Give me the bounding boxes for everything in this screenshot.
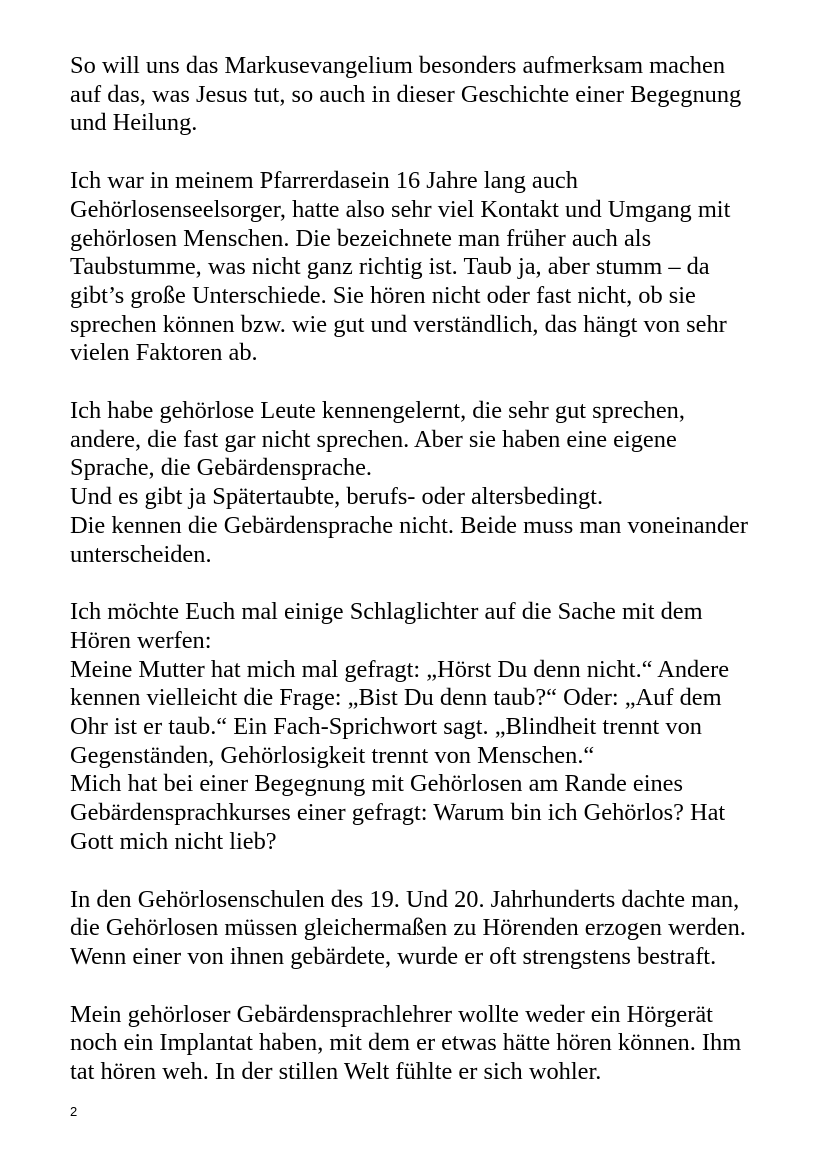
text-line: Gehörlosenseelsorger, hatte also sehr viel Kontakt und Umgang mit [70, 195, 731, 223]
text-line: Wenn einer von ihnen gebärdete, wurde er oft strengstens bestraft. [70, 942, 717, 970]
paragraph-4 [70, 598, 770, 856]
text-line: Und es gibt ja Spätertaubte, berufs- oder altersbedingt. [70, 483, 604, 511]
text-line: Meine Mutter hat mich mal gefragt: „Hörst Du denn nicht.“ Andere [70, 655, 730, 683]
text-line: So will uns das Markusevangelium besonders aufmerksam machen [70, 52, 726, 79]
text-line: In den Gehörlosenschulen des 19. Und 20. Jahrhunderts dachte man, [70, 885, 740, 913]
text-line: Die kennen die Gebärdensprache nicht. Beide muss man voneinander [70, 511, 748, 539]
text-line: die Gehörlosen müssen gleichermaßen zu Hörenden erzogen werden. [70, 914, 746, 942]
text-line: Ich war in meinem Pfarrerdasein 16 Jahre lang auch [70, 167, 578, 195]
text-line: auf das, was Jesus tut, so auch in dieser Geschichte einer Begegnung [70, 80, 742, 108]
text-line: Mich hat bei einer Begegnung mit Gehörlosen am Rande eines [70, 770, 683, 798]
text-line: Sprache, die Gebärdensprache. [70, 454, 373, 482]
text-line: Ich habe gehörlose Leute kennengelernt, die sehr gut sprechen, [70, 397, 685, 425]
text-line: Taubstumme, was nicht ganz richtig ist. Taub ja, aber stumm – da [70, 253, 710, 281]
text-line: und Heilung. [70, 109, 198, 137]
text-line: tat hören weh. In der stillen Welt fühlte er sich wohler. [70, 1058, 602, 1086]
paragraph-3 [70, 397, 770, 569]
page-number: 2 [70, 1104, 78, 1119]
text-line: Ohr ist er taub.“ Ein Fach-Sprichwort sagt. „Blindheit trennt von [70, 713, 702, 741]
text-line: vielen Faktoren ab. [70, 339, 258, 367]
text-line: Mein gehörloser Gebärdensprachlehrer wollte weder ein Hörgerät [70, 1000, 713, 1028]
paragraph-6 [70, 1001, 770, 1087]
text-line: kennen vielleicht die Frage: „Bist Du denn taub?“ Oder: „Auf dem [70, 684, 722, 712]
text-line: sprechen können bzw. wie gut und verständlich, das hängt von sehr [70, 310, 727, 338]
text-line: noch ein Implantat haben, mit dem er etwas hätte hören können. Ihm [70, 1029, 742, 1057]
text-line: Ich möchte Euch mal einige Schlaglichter auf die Sache mit dem [70, 598, 703, 626]
paragraph-5 [70, 886, 770, 972]
paragraph-2 [70, 167, 770, 368]
page-body [70, 52, 770, 1116]
text-line: Gebärdensprachkurses einer gefragt: Warum bin ich Gehörlos? Hat [70, 799, 726, 827]
text-line: Gott mich nicht lieb? [70, 827, 277, 855]
text-line: gibt’s große Unterschiede. Sie hören nicht oder fast nicht, ob sie [70, 281, 696, 309]
text-line: unterscheiden. [70, 540, 212, 568]
text-line: Hören werfen: [70, 626, 212, 654]
text-line: andere, die fast gar nicht sprechen. Aber sie haben eine eigene [70, 425, 677, 453]
text-line: gehörlosen Menschen. Die bezeichnete man früher auch als [70, 224, 652, 252]
text-line: Gegenständen, Gehörlosigkeit trennt von Menschen.“ [70, 741, 595, 769]
paragraph-1 [70, 52, 770, 138]
